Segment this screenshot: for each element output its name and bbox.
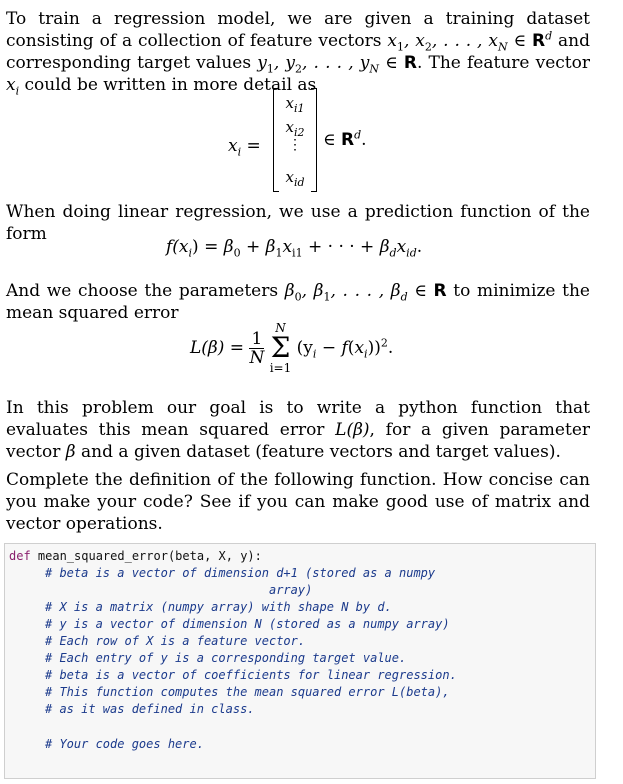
loss-fraction: $\frac{1}{N}$ xyxy=(249,328,265,368)
vector-vdots: ⋮ xyxy=(288,137,302,153)
vector-bracket xyxy=(273,88,317,192)
code-block[interactable] xyxy=(4,543,596,779)
code-def-line: def mean_squared_error(beta, X, y): xyxy=(9,549,262,563)
code-placeholder-line[interactable]: # Your code goes here. xyxy=(45,737,204,751)
vector-lhs: $x_i$ = xyxy=(228,136,261,159)
intro-paragraph: To train a regression model, we are given a training dataset consisting of a collection of feature vectors $x_1$, $x_2$, . . . , $x_N$ ∈ $R^d$ and corresponding target values $y_1$, $y_2$, . . . , $y_N$ ∈ R. The feature vector $x_i$ could be written in more detail as xyxy=(6,9,590,98)
prediction-formula: $f(x_i) = \beta_0 + \beta_1x_{i1}$ + · · · + $\beta_dx_{id}$. xyxy=(166,237,423,260)
vector-membership: ∈ $R^d$. xyxy=(323,128,367,150)
intro-text-3: . The feature vector xyxy=(416,53,590,73)
code-comment-line: # This function computes the mean squared error L(beta), xyxy=(45,685,450,699)
choose-paragraph: And we choose the parameters $\beta_0$, $\beta_1$, . . . , $\beta_d$ ∈ R to minimize the mean squared error xyxy=(6,281,590,323)
problem-paragraph: In this problem our goal is to write a python function that evaluates this mean squared error L(β), for a given parameter vector β and a given dataset (feature vectors and target values). xyxy=(6,398,591,462)
vector-entry-2: $x_{i2}$ xyxy=(285,118,305,139)
target-values-list: $y_1$, $y_2$, . . . , $y_N$ xyxy=(257,53,379,76)
code-comment-line: # beta is a vector of coefficients for linear regression. xyxy=(45,668,457,682)
code-comment-line: # X is a matrix (numpy array) with shape N by d. xyxy=(45,600,392,614)
loss-formula: L(β) = $\frac{1}{N}$ N Σ i=1 $(y_i - f(x_i))^2$. xyxy=(190,321,394,375)
intro-text-2: and corresponding target values xyxy=(6,31,590,73)
intro-text-1: To train a regression model, we are given a training dataset consisting of a collection of feature vectors xyxy=(6,9,590,51)
code-comment-line: # as it was defined in class. xyxy=(45,702,255,716)
intro-text-4: could be written in more detail as xyxy=(19,75,317,95)
code-comment-line: # Each row of X is a feature vector. xyxy=(45,634,306,648)
loss-sum: N Σ i=1 xyxy=(269,321,292,375)
real-set-symbol: R xyxy=(531,31,546,51)
code-comment-line: # y is a vector of dimension N (stored as a numpy array) xyxy=(45,617,450,631)
linreg-paragraph: When doing linear regression, we use a prediction function of the form xyxy=(6,202,590,244)
code-comment-line: # beta is a vector of dimension d+1 (stored as a numpy xyxy=(45,566,436,580)
task-paragraph: Complete the definition of the following function. How concise can you make your code? See if you can make good use of matrix and vector operations. xyxy=(6,470,590,534)
vector-entry-1: $x_{i1}$ xyxy=(285,94,305,115)
feature-vectors-list: $x_1$, $x_2$, . . . , $x_N$ xyxy=(387,31,508,54)
code-comment-line: array) xyxy=(45,583,313,597)
code-comment-line: # Each entry of y is a corresponding target value. xyxy=(45,651,407,665)
vector-entry-d: $x_{id}$ xyxy=(285,168,305,189)
